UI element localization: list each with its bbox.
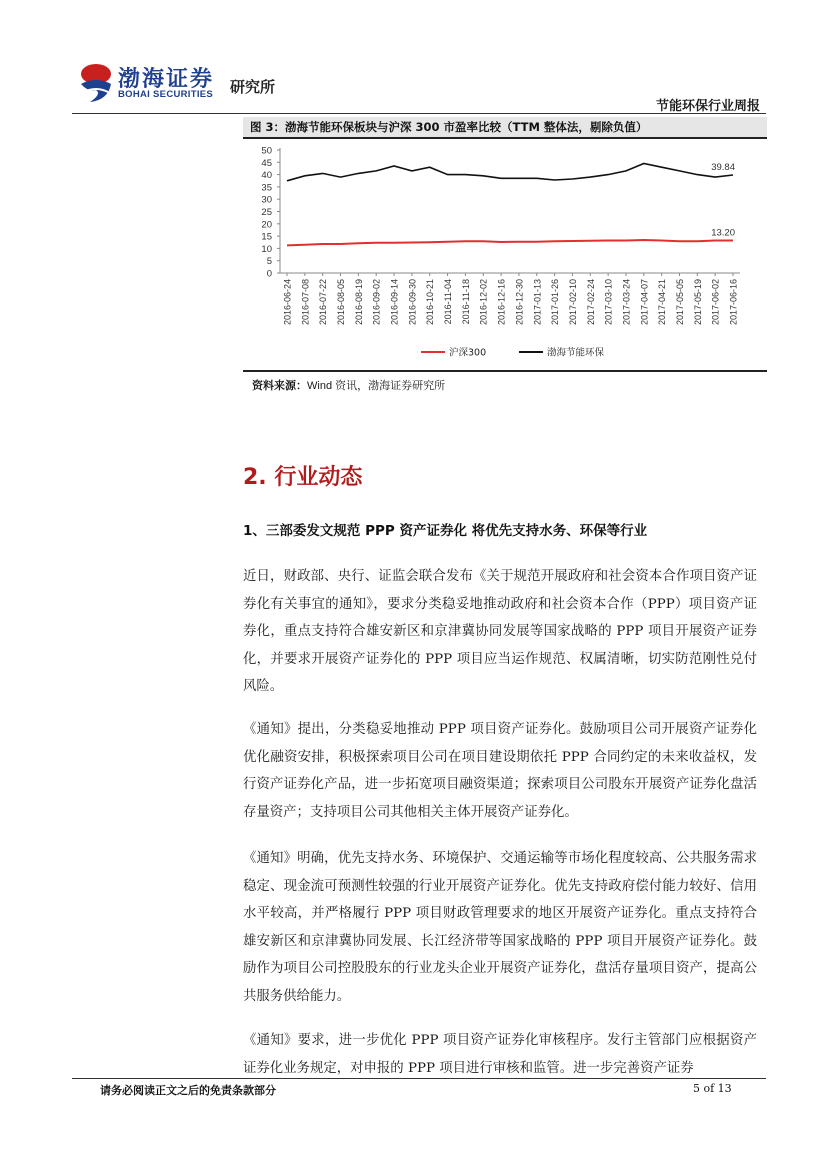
x-tick-label: 2017-06-02 [710,279,721,326]
x-tick-label: 2016-08-19 [353,279,364,326]
paragraph: 《通知》提出，分类稳妥地推动 PPP 项目资产证券化。鼓励项目公司开展资产证券化优化融资安排，积极探索项目公司在项目建设期依托 PPP 合同约定的未来收益权，发行资产证券化产品，进一步拓宽项目融资渠道；探索项目公司股东开展资产证券化盘活存量资产；支持项目公司其他相关主体开展资产证券化。 [243,722,757,820]
x-tick-label: 2017-06-16 [728,279,739,326]
logo-institute: 研究所 [230,78,276,96]
y-tick-label: 30 [261,194,272,206]
page-number: 5 of 13 [693,1082,732,1095]
series-end-label: 13.20 [711,227,735,239]
series-line [287,240,733,245]
y-tick-label: 0 [266,268,272,280]
x-tick-label: 2016-11-18 [460,279,471,325]
y-tick-label: 15 [261,231,272,243]
x-tick-label: 2017-03-10 [603,279,614,326]
x-tick-label: 2016-12-30 [514,279,525,326]
y-tick-label: 25 [261,207,272,218]
source-text: Wind 资讯，渤海证券研究所 [307,380,446,392]
y-tick-label: 10 [261,243,272,255]
x-tick-label: 2017-01-26 [550,279,561,326]
y-tick-label: 50 [261,145,272,157]
x-tick-label: 2016-08-05 [336,279,347,326]
figure-bottom-rule [243,370,767,372]
x-tick-label: 2017-01-13 [532,279,543,326]
x-tick-label: 2016-10-21 [425,279,436,326]
legend-label: 沪深300 [449,347,487,359]
source-label: 资料来源： [252,379,307,392]
figure-caption: 图 3：渤海节能环保板块与沪深 300 市盈率比较（TTM 整体法，剔除负值） [250,120,648,134]
footer-divider [72,1078,766,1079]
legend-label: 渤海节能环保 [547,347,605,359]
x-axis-ticks [283,273,739,325]
header-divider [72,113,766,114]
x-tick-label: 2017-05-19 [692,279,703,326]
x-tick-label: 2017-05-05 [674,279,685,326]
logo-english-name: BOHAI SECURITIES [118,89,214,100]
chart-axes [280,148,740,273]
footer-disclaimer: 请务必阅读正文之后的免责条款部分 [100,1084,276,1097]
y-axis-ticks [261,146,280,280]
pe-ratio-chart [243,140,767,368]
x-tick-label: 2017-02-10 [567,279,578,326]
paragraph: 《通知》要求，进一步优化 PPP 项目资产证券化审核程序。发行主管部门应根据资产证券化业务规定，对申报的 PPP 项目进行审核和监管。进一步完善资产证券 [243,1033,757,1076]
x-tick-label: 2016-11-04 [443,279,454,325]
x-tick-label: 2016-07-22 [318,279,329,326]
chart-legend [421,347,605,359]
news-title: 1、三部委发文规范 PPP 资产证券化 将优先支持水务、环保等行业 [243,523,648,539]
x-tick-label: 2016-09-14 [389,279,400,326]
chart-series [287,162,735,245]
x-tick-label: 2017-03-24 [621,279,632,326]
x-tick-label: 2016-12-16 [496,279,507,326]
logo-chinese-name: 渤海证券 [118,67,215,92]
series-end-label: 39.84 [711,161,735,173]
x-tick-label: 2016-09-02 [371,279,382,326]
section-title: 2. 行业动态 [243,465,363,490]
paragraph: 近日，财政部、央行、证监会联合发布《关于规范开展政府和社会资本合作项目资产证券化有关事宜的通知》，要求分类稳妥地推动政府和社会资本合作（PPP）项目资产证券化，重点支持符合雄安新区和京津冀协同发展等国家战略的 PPP 项目开展资产证券化，并要求开展资产证券化的 PPP 项目应当运作规范、权属清晰，切实防范刚性兑付风险。 [243,569,757,694]
x-tick-label: 2017-04-21 [657,279,668,326]
figure-source [252,377,445,393]
x-tick-label: 2016-07-08 [300,279,311,326]
y-tick-label: 5 [266,256,272,268]
y-tick-label: 45 [261,157,272,169]
x-tick-label: 2017-02-24 [585,279,596,326]
paragraph: 《通知》明确，优先支持水务、环境保护、交通运输等市场化程度较高、公共服务需求稳定、现金流可预测性较强的行业开展资产证券化。优先支持政府偿付能力较好、信用水平较高，并严格履行 PPP 项目财政管理要求的地区开展资产证券化。重点支持符合雄安新区和京津冀协同发展、长江经济带等国家战略的 PPP 项目开展资产证券化。鼓励作为项目公司控股股东的行业龙头企业开展资产证券化，盘活存量项目资产，提高公共服务供给能力。 [243,851,757,1004]
report-type: 节能环保行业周报 [655,99,760,114]
series-line [287,161,735,181]
x-tick-label: 2017-04-07 [639,279,650,326]
logo-mark-icon [78,62,114,104]
figure-top-rule [243,137,767,139]
company-logo [78,62,308,106]
x-tick-label: 2016-06-24 [282,279,293,326]
x-tick-label: 2016-09-30 [407,279,418,326]
x-tick-label: 2016-12-02 [478,279,489,326]
y-tick-label: 20 [261,219,272,231]
y-tick-label: 35 [261,182,272,194]
y-tick-label: 40 [261,170,272,182]
